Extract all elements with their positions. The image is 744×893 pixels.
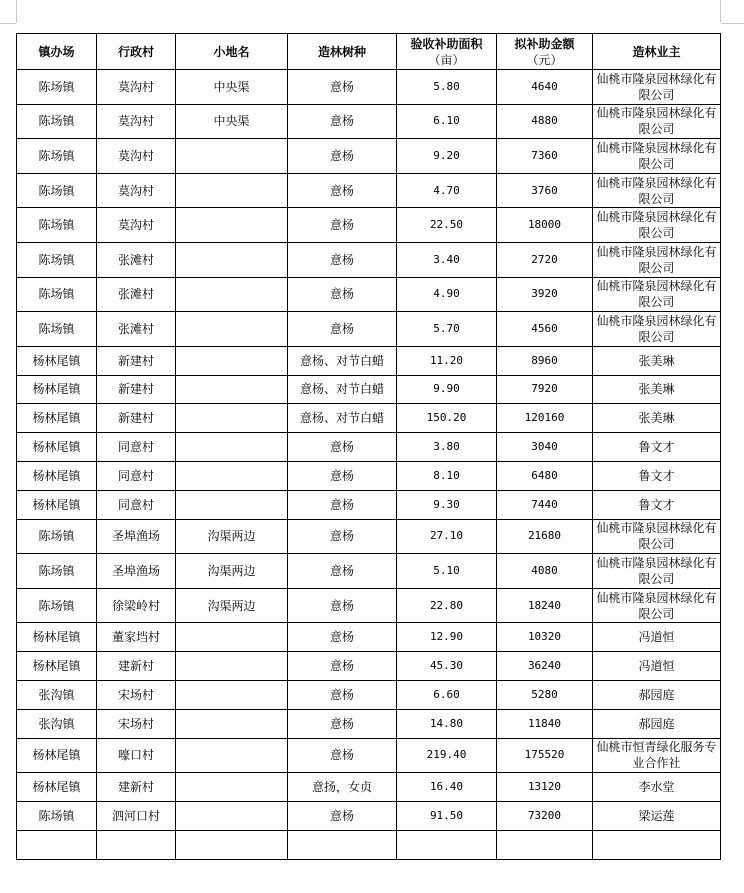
table-row: [17, 375, 721, 404]
cell-town: 杨林尾镇: [17, 461, 97, 490]
cell-village: 建新村: [97, 652, 176, 681]
cell-subsidy-yuan: 7360: [497, 139, 593, 174]
table-row: [17, 709, 721, 738]
cell-town: 陈场镇: [17, 277, 97, 312]
cell-subsidy-yuan: 3040: [497, 433, 593, 462]
cell-town: 陈场镇: [17, 242, 97, 277]
cell-town: 杨林尾镇: [17, 652, 97, 681]
table-row: [17, 433, 721, 462]
cell-place-name: 沟渠两边: [176, 588, 288, 623]
table-row: [17, 519, 721, 554]
cell-place-name: [176, 346, 288, 375]
cell-village: 圣埠渔场: [97, 519, 176, 554]
cell-owner: 张美琳: [593, 375, 721, 404]
page-corner-mark: [721, 23, 744, 24]
cell-subsidy-yuan: 4080: [497, 554, 593, 589]
cell-village: 建新村: [97, 773, 176, 802]
cell-town: 陈场镇: [17, 554, 97, 589]
cell-area-mu: 22.50: [397, 208, 497, 243]
cell-place-name: 中央渠: [176, 70, 288, 105]
header-label: 验收补助面积: [410, 36, 483, 51]
cell-town: 杨林尾镇: [17, 738, 97, 773]
table-row: [17, 461, 721, 490]
cell-tree-species: 意杨: [288, 554, 397, 589]
cell-subsidy-yuan: 21680: [497, 519, 593, 554]
cell-owner: 冯道恒: [593, 623, 721, 652]
cell-town: 杨林尾镇: [17, 773, 97, 802]
cell-village: 莫沟村: [97, 208, 176, 243]
cell-subsidy-yuan: 8960: [497, 346, 593, 375]
cell-place-name: [176, 312, 288, 347]
header-unit: （元）: [526, 52, 563, 67]
cell-area-mu: 5.70: [397, 312, 497, 347]
cell-area-mu: 150.20: [397, 404, 497, 433]
cell-village: 董家垱村: [97, 623, 176, 652]
cell-town: [17, 830, 97, 859]
cell-tree-species: 意杨: [288, 709, 397, 738]
cell-area-mu: 5.10: [397, 554, 497, 589]
cell-place-name: 沟渠两边: [176, 519, 288, 554]
cell-village: [97, 830, 176, 859]
cell-tree-species: 意杨: [288, 680, 397, 709]
table-row: [17, 104, 721, 139]
cell-subsidy-yuan: 4880: [497, 104, 593, 139]
cell-area-mu: 91.50: [397, 801, 497, 830]
page-corner-mark: [16, 0, 17, 23]
cell-subsidy-yuan: 11840: [497, 709, 593, 738]
table-row: [17, 588, 721, 623]
cell-place-name: 中央渠: [176, 104, 288, 139]
cell-town: 杨林尾镇: [17, 375, 97, 404]
cell-area-mu: 22.80: [397, 588, 497, 623]
cell-village: 莫沟村: [97, 104, 176, 139]
cell-subsidy-yuan: 73200: [497, 801, 593, 830]
cell-subsidy-yuan: 36240: [497, 652, 593, 681]
cell-village: 同意村: [97, 490, 176, 519]
cell-area-mu: 4.70: [397, 173, 497, 208]
cell-owner: 冯道恒: [593, 652, 721, 681]
cell-village: 同意村: [97, 461, 176, 490]
cell-area-mu: 219.40: [397, 738, 497, 773]
cell-tree-species: 意杨: [288, 519, 397, 554]
cell-owner: 仙桃市隆泉园林绿化有限公司: [593, 277, 721, 312]
cell-village: 张滩村: [97, 277, 176, 312]
cell-place-name: [176, 652, 288, 681]
cell-town: 陈场镇: [17, 173, 97, 208]
table-row: [17, 680, 721, 709]
cell-subsidy-yuan: 4560: [497, 312, 593, 347]
cell-owner: 仙桃市恒青绿化服务专业合作社: [593, 738, 721, 773]
cell-village: 张滩村: [97, 242, 176, 277]
cell-owner: 郝园庭: [593, 709, 721, 738]
table-row: [17, 208, 721, 243]
cell-town: 陈场镇: [17, 312, 97, 347]
cell-town: 杨林尾镇: [17, 404, 97, 433]
cell-owner: 仙桃市隆泉园林绿化有限公司: [593, 104, 721, 139]
cell-owner: 仙桃市隆泉园林绿化有限公司: [593, 70, 721, 105]
cell-town: 杨林尾镇: [17, 433, 97, 462]
cell-tree-species: 意杨、对节白蜡: [288, 346, 397, 375]
cell-subsidy-yuan: 3760: [497, 173, 593, 208]
cell-owner: 张美琳: [593, 346, 721, 375]
header-label: 行政村: [117, 44, 154, 59]
table-row: [17, 404, 721, 433]
cell-owner: 仙桃市隆泉园林绿化有限公司: [593, 312, 721, 347]
cell-area-mu: 11.20: [397, 346, 497, 375]
cell-village: 张滩村: [97, 312, 176, 347]
header-tree-species: [288, 34, 397, 70]
cell-tree-species: 意杨、对节白蜡: [288, 375, 397, 404]
cell-village: 宋场村: [97, 680, 176, 709]
cell-subsidy-yuan: 120160: [497, 404, 593, 433]
cell-subsidy-yuan: 18000: [497, 208, 593, 243]
cell-subsidy-yuan: 7920: [497, 375, 593, 404]
cell-owner: 仙桃市隆泉园林绿化有限公司: [593, 519, 721, 554]
cell-village: 莫沟村: [97, 70, 176, 105]
cell-tree-species: 意杨: [288, 70, 397, 105]
header-subsidy-yuan: [497, 34, 593, 70]
cell-place-name: [176, 801, 288, 830]
cell-place-name: [176, 375, 288, 404]
cell-area-mu: 16.40: [397, 773, 497, 802]
cell-tree-species: [288, 830, 397, 859]
cell-tree-species: 意杨: [288, 623, 397, 652]
cell-owner: 李水堂: [593, 773, 721, 802]
header-area-mu: [397, 34, 497, 70]
cell-tree-species: 意杨: [288, 490, 397, 519]
cell-owner: 仙桃市隆泉园林绿化有限公司: [593, 242, 721, 277]
cell-place-name: [176, 242, 288, 277]
cell-area-mu: 9.30: [397, 490, 497, 519]
cell-town: 杨林尾镇: [17, 623, 97, 652]
cell-tree-species: 意杨: [288, 738, 397, 773]
table-row: [17, 652, 721, 681]
cell-tree-species: 意杨: [288, 588, 397, 623]
cell-place-name: [176, 404, 288, 433]
cell-village: 嚎口村: [97, 738, 176, 773]
cell-subsidy-yuan: 175520: [497, 738, 593, 773]
cell-subsidy-yuan: 2720: [497, 242, 593, 277]
cell-subsidy-yuan: 4640: [497, 70, 593, 105]
page-corner-mark: [720, 0, 721, 23]
cell-area-mu: 9.90: [397, 375, 497, 404]
header-town: [17, 34, 97, 70]
cell-village: 莫沟村: [97, 173, 176, 208]
cell-owner: [593, 830, 721, 859]
cell-area-mu: 5.80: [397, 70, 497, 105]
cell-subsidy-yuan: [497, 830, 593, 859]
cell-place-name: [176, 208, 288, 243]
header-village: [97, 34, 176, 70]
cell-tree-species: 意杨: [288, 242, 397, 277]
table-row: [17, 490, 721, 519]
cell-tree-species: 意杨: [288, 208, 397, 243]
cell-place-name: [176, 461, 288, 490]
cell-place-name: [176, 709, 288, 738]
cell-place-name: [176, 830, 288, 859]
cell-village: 泗河口村: [97, 801, 176, 830]
cell-town: 陈场镇: [17, 208, 97, 243]
table-row: [17, 554, 721, 589]
cell-owner: 仙桃市隆泉园林绿化有限公司: [593, 588, 721, 623]
cell-owner: 仙桃市隆泉园林绿化有限公司: [593, 208, 721, 243]
cell-tree-species: 意杨: [288, 104, 397, 139]
header-label: 小地名: [213, 44, 250, 59]
cell-town: 陈场镇: [17, 519, 97, 554]
cell-area-mu: 9.20: [397, 139, 497, 174]
cell-town: 陈场镇: [17, 104, 97, 139]
cell-subsidy-yuan: 7440: [497, 490, 593, 519]
cell-town: 杨林尾镇: [17, 346, 97, 375]
cell-place-name: [176, 738, 288, 773]
cell-owner: 鲁文才: [593, 433, 721, 462]
cell-town: 杨林尾镇: [17, 490, 97, 519]
cell-tree-species: 意杨: [288, 139, 397, 174]
cell-owner: 仙桃市隆泉园林绿化有限公司: [593, 554, 721, 589]
cell-town: 陈场镇: [17, 70, 97, 105]
cell-tree-species: 意杨: [288, 173, 397, 208]
cell-village: 同意村: [97, 433, 176, 462]
cell-place-name: [176, 773, 288, 802]
cell-area-mu: 27.10: [397, 519, 497, 554]
cell-tree-species: 意杨: [288, 461, 397, 490]
cell-area-mu: 45.30: [397, 652, 497, 681]
cell-owner: 梁运莲: [593, 801, 721, 830]
cell-tree-species: 意杨、对节白蜡: [288, 404, 397, 433]
table-row: [17, 830, 721, 859]
header-place-name: [176, 34, 288, 70]
table-header-row: [17, 34, 721, 70]
table-row: [17, 738, 721, 773]
cell-town: 陈场镇: [17, 139, 97, 174]
table-row: [17, 346, 721, 375]
header-unit: （亩）: [428, 52, 465, 67]
cell-area-mu: 12.90: [397, 623, 497, 652]
cell-place-name: [176, 433, 288, 462]
cell-place-name: [176, 139, 288, 174]
cell-owner: 仙桃市隆泉园林绿化有限公司: [593, 139, 721, 174]
cell-tree-species: 意杨: [288, 312, 397, 347]
cell-subsidy-yuan: 5280: [497, 680, 593, 709]
cell-owner: 郝园庭: [593, 680, 721, 709]
cell-place-name: [176, 490, 288, 519]
table-row: [17, 139, 721, 174]
table-row: [17, 173, 721, 208]
cell-area-mu: 3.40: [397, 242, 497, 277]
table-row: [17, 70, 721, 105]
cell-owner: 鲁文才: [593, 461, 721, 490]
table-row: [17, 312, 721, 347]
cell-subsidy-yuan: 3920: [497, 277, 593, 312]
cell-owner: 张美琳: [593, 404, 721, 433]
cell-area-mu: [397, 830, 497, 859]
header-label: 镇办场: [38, 44, 75, 59]
table-row: [17, 623, 721, 652]
header-label: 造林树种: [317, 44, 366, 59]
afforestation-subsidy-table: [16, 33, 721, 860]
cell-subsidy-yuan: 18240: [497, 588, 593, 623]
cell-place-name: [176, 623, 288, 652]
cell-village: 宋场村: [97, 709, 176, 738]
cell-village: 圣埠渔场: [97, 554, 176, 589]
table-row: [17, 801, 721, 830]
table-row: [17, 242, 721, 277]
cell-village: 徐梁岭村: [97, 588, 176, 623]
cell-area-mu: 6.10: [397, 104, 497, 139]
cell-tree-species: 意扬，女贞: [288, 773, 397, 802]
header-owner: [593, 34, 721, 70]
cell-town: 张沟镇: [17, 680, 97, 709]
cell-subsidy-yuan: 6480: [497, 461, 593, 490]
page-corner-mark: [0, 23, 16, 24]
cell-village: 新建村: [97, 404, 176, 433]
cell-area-mu: 3.80: [397, 433, 497, 462]
cell-town: 陈场镇: [17, 588, 97, 623]
table-row: [17, 773, 721, 802]
cell-place-name: [176, 680, 288, 709]
cell-town: 陈场镇: [17, 801, 97, 830]
cell-place-name: 沟渠两边: [176, 554, 288, 589]
header-label: 拟补助金额: [514, 36, 575, 51]
cell-place-name: [176, 173, 288, 208]
cell-village: 莫沟村: [97, 139, 176, 174]
cell-tree-species: 意杨: [288, 801, 397, 830]
cell-tree-species: 意杨: [288, 277, 397, 312]
cell-village: 新建村: [97, 375, 176, 404]
cell-town: 张沟镇: [17, 709, 97, 738]
cell-area-mu: 4.90: [397, 277, 497, 312]
cell-area-mu: 14.80: [397, 709, 497, 738]
cell-area-mu: 8.10: [397, 461, 497, 490]
cell-place-name: [176, 277, 288, 312]
cell-area-mu: 6.60: [397, 680, 497, 709]
cell-tree-species: 意杨: [288, 433, 397, 462]
cell-tree-species: 意杨: [288, 652, 397, 681]
cell-owner: 鲁文才: [593, 490, 721, 519]
header-label: 造林业主: [632, 44, 681, 59]
cell-village: 新建村: [97, 346, 176, 375]
cell-owner: 仙桃市隆泉园林绿化有限公司: [593, 173, 721, 208]
cell-subsidy-yuan: 13120: [497, 773, 593, 802]
cell-subsidy-yuan: 10320: [497, 623, 593, 652]
table-row: [17, 277, 721, 312]
